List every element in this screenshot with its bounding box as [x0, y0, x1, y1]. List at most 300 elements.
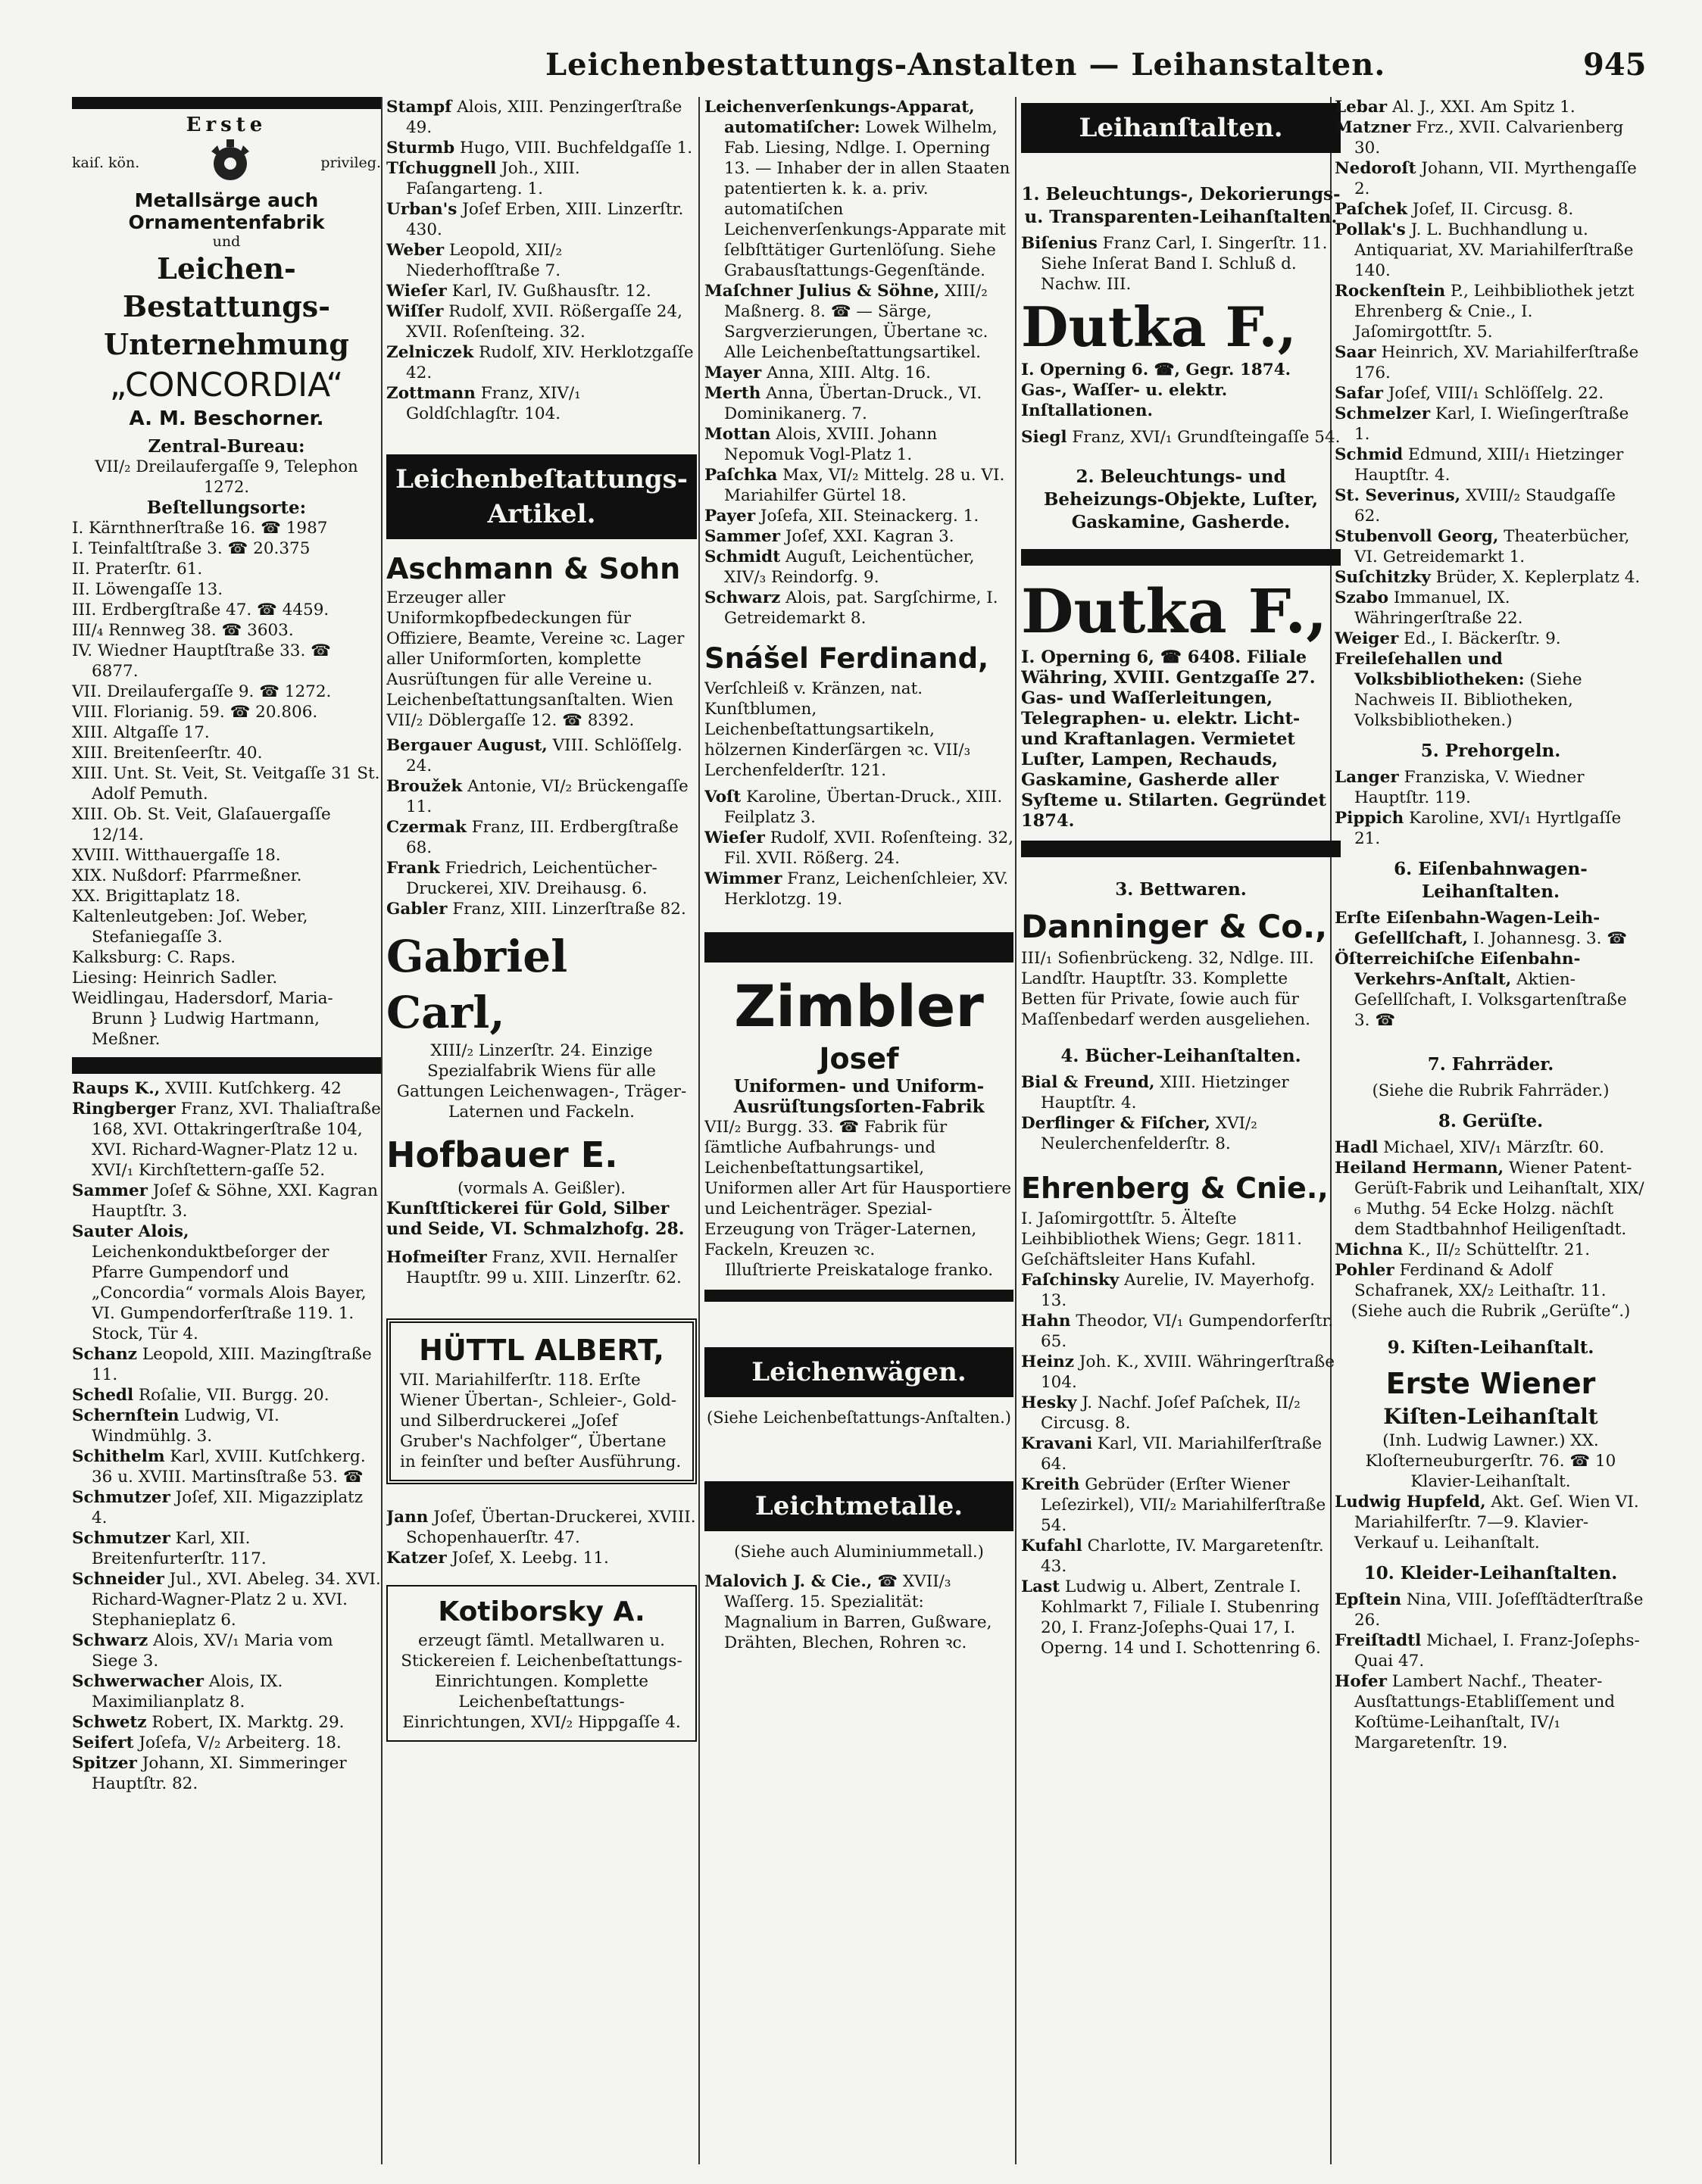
entry-text: Ludwig, VI. Windmühlg. 3.: [92, 1406, 280, 1446]
entry-text: Gebrüder (Erſter Wiener Leſezirkel), VII/₂ Mariahilferſtraße 54.: [1041, 1475, 1326, 1535]
entry-name: Safar: [1335, 384, 1383, 403]
directory-entry: [1335, 97, 1647, 117]
directory-entry: [1021, 1311, 1341, 1352]
entry-name: Derflinger & Fiſcher,: [1021, 1114, 1210, 1133]
column-1: [72, 97, 381, 2172]
directory-entry: [386, 383, 697, 424]
col2-entries-mid: [386, 735, 697, 919]
bestellungsort-item: XIII. Unt. St. Veit, St. Veitgaſſe 31 St. Adolf Pemuth.: [72, 764, 380, 803]
column-2: [386, 97, 697, 2172]
entry-name: Mottan: [704, 425, 771, 444]
bestellungsort-item: Kaltenleutgeben: Joſ. Weber, Stefaniegaſſe 3.: [72, 907, 308, 947]
zentral-bureau-title: Zentral-Bureau:: [148, 436, 305, 457]
entry-text: XVIII/₂ Staudgaſſe 62.: [1354, 486, 1616, 526]
entry-name: Wieſer: [386, 282, 447, 301]
entry-text: Rudolf, XVII. Roſenſteing. 32, Fil. XVII. Rößerg. 24.: [724, 828, 1013, 868]
note-8: (Siehe auch die Rubrik „Gerüſte“.): [1351, 1302, 1631, 1320]
entry-text: Al. J., XXI. Am Spitz 1.: [1391, 98, 1576, 117]
entry-text: Karoline, Übertan-Druck., XIII. Feilplatz 3.: [724, 788, 1003, 827]
wagen-note: (Siehe Leichenbeſtattungs-Anſtalten.): [707, 1409, 1011, 1427]
entry-name: Erſte Eiſenbahn-Wagen-Leih-Geſellſchaft,: [1335, 909, 1601, 948]
directory-entry: [1335, 1590, 1647, 1630]
entry-name: Ringberger: [72, 1100, 176, 1119]
bestellungsort-item: Liesing: Heinrich Sadler.: [72, 969, 278, 987]
entry-name: Biſenius: [1021, 234, 1098, 253]
col4-entries-1: [1021, 233, 1341, 295]
bestellungsort-item: XIII. Breitenſeerſtr. 40.: [72, 744, 263, 763]
directory-entry: [72, 1528, 381, 1569]
entry-name: Szabo: [1335, 588, 1389, 607]
directory-entry: [386, 342, 697, 383]
snasel-text: Verſchleiß v. Kränzen, nat. Kunſtblumen, Leichenbeſtattungsartikeln, hölzernen Kinderſärgen ꝛc. VII/₃ Lerchenfelderſtr. 121.: [704, 679, 971, 780]
entry-text: Jul., XVI. Abeleg. 34. XVI. Richard-Wagner-Platz 2 u. XVI. Stephanieplatz 6.: [92, 1570, 381, 1630]
entry-text: J. L. Buchhandlung u. Antiquariat, XV. Mariahilferſtraße 140.: [1354, 220, 1634, 280]
bestellungsort-item: II. Praterſtr. 61.: [72, 560, 203, 579]
entry-name: Kufahl: [1021, 1537, 1082, 1555]
banner-leichenbestattungs-artikel: Leichenbeſtattungs-Artikel.: [386, 454, 697, 539]
ad-rule: [1021, 841, 1341, 857]
directory-entry: [704, 869, 1013, 909]
entry-text: Frz., XVII. Calvarienberg 30.: [1354, 118, 1624, 158]
directory-entry: [386, 858, 697, 899]
entry-text: Joſef, XII. Migazziplatz 4.: [92, 1488, 364, 1527]
directory-entry: [704, 383, 1013, 424]
ad-rule: [704, 932, 1013, 963]
entry-name: Schwarz: [72, 1631, 148, 1650]
directory-entry: [1335, 588, 1647, 629]
col5-entries-10: [1335, 1590, 1647, 1753]
col1-entries: [72, 1078, 381, 1794]
directory-entry: [386, 199, 697, 240]
directory-entry: [1021, 233, 1341, 295]
hofmeister-entry: [386, 1247, 697, 1288]
entry-text: XIII/₂ Maßnerg. 8. ☎ — Särge, Sargverzierungen, Übertane ꝛc. Alle Leichenbeſtattungsartikel.: [724, 282, 988, 362]
entry-text: Brüder, X. Keplerplatz 4.: [1435, 568, 1641, 587]
directory-entry: [704, 526, 1013, 547]
entry-text: XVIII. Kutſchkerg. 42: [165, 1079, 342, 1098]
col5-entries-9: [1335, 1492, 1647, 1553]
directory-entry: [1335, 485, 1647, 526]
directory-entry: [1335, 629, 1647, 649]
section-7: 7. Fahrräder.: [1427, 1054, 1554, 1075]
col5-entries-top: [1335, 97, 1647, 731]
entry-name: Spitzer: [72, 1754, 137, 1773]
entry-text: Franziska, V. Wiedner Hauptſtr. 119.: [1354, 768, 1585, 807]
entry-name: Voſt: [704, 788, 742, 807]
column-3: [704, 97, 1013, 2172]
entry-text: Aurelie, IV. Mayerhofg. 13.: [1041, 1271, 1315, 1310]
ad-unternehmung-1: Leichen-Bestattungs-: [123, 251, 330, 323]
gabriel-text: XIII/₂ Linzerſtr. 24. Einzige Spezialfabrik Wiens für alle Gattungen Leichenwagen-, Träger-Laternen und Fackeln.: [396, 1041, 687, 1122]
entry-name: Langer: [1335, 768, 1399, 787]
entry-text: Edmund, XIII/₁ Hietzinger Hauptſtr. 4.: [1354, 445, 1624, 485]
directory-entry: [1335, 117, 1647, 158]
entry-text: Lambert Nachf., Theater-Ausſtattungs-Etabliſſement und Koſtüme-Leihanſtalt, IV/₁ Margaretenſtr. 19.: [1354, 1672, 1616, 1752]
ad-owner: A. M. Beschorner.: [129, 407, 324, 430]
entry-name: Wiſſer: [386, 302, 444, 321]
directory-entry: [1335, 404, 1647, 445]
directory-entry: [1335, 199, 1647, 220]
dutka-1-text: I. Operning 6. ☎, Gegr. 1874. Gas-, Waſſer- u. elektr. Inſtallationen.: [1021, 360, 1291, 420]
entry-name: Urban's: [386, 200, 458, 219]
directory-entry: [72, 1569, 381, 1630]
directory-entry: [1335, 1158, 1647, 1240]
col2-entries-top: [386, 97, 697, 424]
entry-text: Joſef, II. Circusg. 8.: [1412, 200, 1574, 219]
directory-entry: [386, 899, 697, 919]
entry-name: Freileſehallen und Volksbibliotheken:: [1335, 650, 1525, 689]
entry-text: Johann, VII. Myrthengaſſe 2.: [1354, 159, 1637, 198]
entry-text: Max, VI/₂ Mittelg. 28 u. VI. Mariahilfer Gürtel 18.: [724, 466, 1005, 505]
col5-entries-8: [1335, 1137, 1647, 1301]
kisten-title: Erste Wiener: [1385, 1367, 1596, 1400]
directory-entry: [386, 776, 697, 817]
directory-entry: [72, 1487, 381, 1528]
col4-entries-4: [1021, 1072, 1341, 1154]
kotiborsky-text: erzeugt ſämtl. Metallwaren u. Stickereien f. Leichenbeſtattungs-Einrichtungen. Komplette Leichenbeſtattungs-Einrichtungen, XVI/₂ Hippgaſſe 4.: [401, 1631, 682, 1732]
entry-name: Schwerwacher: [72, 1672, 204, 1691]
dutka-2-title: Dutka F.,: [1021, 576, 1328, 647]
directory-entry: [1021, 1072, 1341, 1113]
entry-text: Theodor, VI/₁ Gumpendorferſtr. 65.: [1041, 1312, 1334, 1351]
entry-name: Suſchitzky: [1335, 568, 1431, 587]
danninger-text: III/₁ Sofienbrückeng. 32, Ndlge. III. Landſtr. Hauptſtr. 33. Komplette Betten für Private, ſowie auch für Maſſenbedarf werden ausgeliehen.: [1021, 949, 1314, 1029]
column-rule: [698, 97, 700, 2164]
leicht-note: (Siehe auch Aluminiummetall.): [734, 1543, 984, 1561]
column-rule: [1015, 97, 1017, 2164]
zimbler-first: Josef: [819, 1042, 899, 1075]
entry-text: Charlotte, IV. Margaretenſtr. 43.: [1041, 1537, 1324, 1576]
directory-entry: [1335, 649, 1647, 731]
entry-name: Schmutzer: [72, 1529, 170, 1548]
privileg-left: kaiſ. kön.: [72, 154, 140, 171]
bestellungsort-item: III. Erdbergſtraße 47. ☎ 4459.: [72, 601, 329, 619]
aschmann-title: Aschmann & Sohn: [386, 552, 681, 585]
col4-entries-4b: [1021, 1270, 1341, 1658]
entry-name: Schmutzer: [72, 1488, 170, 1507]
entry-name: Kreith: [1021, 1475, 1080, 1494]
entry-name: Katzer: [386, 1549, 447, 1568]
bestellungsort-item: XX. Brigittaplatz 18.: [72, 887, 241, 906]
zimbler-text-1: Uniformen- und Uniform-Ausrüſtungsſorten-Fabrik: [733, 1076, 985, 1117]
entry-text: Franz, XIII. Linzerſtraße 82.: [452, 900, 686, 919]
directory-entry: [1335, 567, 1647, 588]
bestellungsort-item: I. Teinfaltſtraße 3. ☎ 20.375: [72, 539, 311, 558]
bestellungsorte-list: [72, 518, 381, 1050]
section-2: 2. Beleuchtungs- und Beheizungs-Objekte, Luſter, Gaskamine, Gasherde.: [1043, 466, 1319, 532]
entry-text: Karl, IV. Gußhausſtr. 12.: [451, 282, 651, 301]
directory-entry: [386, 158, 697, 199]
entry-name: Bergauer August,: [386, 736, 548, 755]
directory-entry: [1335, 281, 1647, 342]
hofbauer-sub: (vormals A. Geißler).: [458, 1179, 626, 1197]
directory-entry: [704, 787, 1013, 828]
entry-text: Akt. Geſ. Wien VI. Mariahilferſtr. 7—9. Klavier-Verkauf u. Leihanſtalt.: [1354, 1493, 1639, 1552]
entry-text: VIII. Schlöſſelg. 24.: [406, 736, 682, 775]
gabriel-title: Gabriel Carl,: [386, 931, 568, 1038]
entry-text: XVI/₂ Neulerchenfelderſtr. 8.: [1041, 1114, 1257, 1153]
col5-entries-5: [1335, 767, 1647, 849]
bestellungsort-item: III/₄ Rennweg 38. ☎ 3603.: [72, 621, 294, 640]
entry-name: Schanz: [72, 1345, 138, 1364]
ad-rule: [704, 1290, 1013, 1302]
entry-text: K., II/₂ Schüttelſtr. 21.: [1408, 1240, 1591, 1259]
entry-text: Karl, XII. Breitenfurterſtr. 117.: [92, 1529, 267, 1568]
entry-name: Wieſer: [704, 828, 765, 847]
entry-name: Wimmer: [704, 869, 782, 888]
entry-text: Hugo, VIII. Buchfeldgaſſe 1.: [460, 139, 693, 158]
entry-text: Joh., XIII. Faſangarteng. 1.: [406, 159, 580, 198]
entry-text: Leichenkonduktbeſorger der Pfarre Gumpendorf und „Concordia“ vormals Alois Bayer, VI. Gumpendorferſtraße 119. 1. Stock, Tür 4.: [92, 1243, 367, 1343]
entry-text: Joſefa, V/₂ Arbeiterg. 18.: [139, 1733, 342, 1752]
entry-text: Joh. K., XVIII. Währingerſtraße 104.: [1041, 1353, 1335, 1392]
entry-text: Ludwig u. Albert, Zentrale I. Kohlmarkt 7, Filiale I. Stubenring 20, I. Franz-Joſephs-Quai 17, I. Operng. 14 und I. Schottenring 6.: [1041, 1577, 1321, 1658]
entry-text: Franz, III. Erdbergſtraße 68.: [406, 818, 679, 857]
directory-entry: [704, 506, 1013, 526]
section-10: 10. Kleider-Leihanſtalten.: [1363, 1563, 1618, 1583]
entry-text: Joſef, VIII/₁ Schlöſſelg. 22.: [1388, 384, 1604, 403]
entry-name: Zottmann: [386, 384, 476, 403]
entry-name: Rockenſtein: [1335, 282, 1446, 301]
entry-text: Rudolf, XIV. Herklotzgaſſe 42.: [406, 343, 694, 382]
entry-name: Öſterreichiſche Eiſenbahn-Verkehrs-Anſtalt,: [1335, 950, 1581, 989]
entry-name: Gabler: [386, 900, 448, 919]
directory-entry: [386, 97, 697, 138]
entry-text: Alois, XIII. Penzingerſtraße 49.: [406, 98, 682, 137]
entry-name: Kravani: [1021, 1434, 1093, 1453]
danninger-title: Danninger & Co.,: [1021, 908, 1328, 945]
ad-rule: [72, 1057, 381, 1074]
bestellungsort-item: VIII. Florianig. 59. ☎ 20.806.: [72, 703, 318, 722]
entry-text: Nina, VIII. Joſefſtädterſtraße 26.: [1354, 1590, 1644, 1630]
entry-name: Sammer: [72, 1181, 148, 1200]
hofbauer-title: Hofbauer E.: [386, 1134, 618, 1175]
directory-entry: [1021, 1536, 1341, 1577]
entry-text: Anna, XIII. Altg. 16.: [767, 363, 931, 382]
entry-text: Anna, Übertan-Druck., VI. Dominikanerg. 7.: [724, 384, 982, 423]
directory-entry: [704, 363, 1013, 383]
entry-name: Ludwig Hupfeld,: [1335, 1493, 1486, 1512]
directory-entry: [1335, 1260, 1647, 1301]
entry-text: Franz, XVI/₁ Grundſteingaſſe 54.: [1072, 428, 1341, 447]
entry-name: Pippich: [1335, 809, 1404, 828]
entry-text: XIII. Hietzinger Hauptſtr. 4.: [1041, 1073, 1289, 1112]
entry-text: Joſef & Söhne, XXI. Kagran Hauptſtr. 3.: [92, 1181, 378, 1221]
section-3: 3. Bettwaren.: [1115, 879, 1247, 900]
bestellungsort-item: XVIII. Witthauergaſſe 18.: [72, 846, 281, 865]
entry-name: Schmid: [1335, 445, 1404, 464]
entry-name: Schernſtein: [72, 1406, 180, 1425]
directory-entry: [704, 281, 1013, 363]
directory-entry: [1335, 1137, 1647, 1158]
entry-text: Joſefa, XII. Steinackerg. 1.: [760, 507, 979, 526]
entry-name: Hadl: [1335, 1138, 1379, 1157]
page-header: [0, 47, 1702, 92]
directory-entry: [1021, 1352, 1341, 1393]
entry-text: Theaterbücher, VI. Getreidemarkt 1.: [1354, 527, 1630, 566]
entry-text: Karoline, XVI/₁ Hyrtlgaſſe 21.: [1354, 809, 1622, 848]
directory-entry: [386, 735, 697, 776]
entry-name: Hahn: [1021, 1312, 1071, 1331]
directory-entry: [72, 1446, 381, 1487]
directory-entry: [1335, 908, 1647, 949]
bestellungsort-item: IV. Wiedner Hauptſtraße 33. ☎ 6877.: [72, 641, 331, 681]
entry-text: Antonie, VI/₂ Brückengaſſe 11.: [406, 777, 689, 816]
ad-fabrik: Metallsärge auch Ornamentenfabrik: [128, 189, 325, 233]
note-7: (Siehe die Rubrik Fahrräder.): [1372, 1081, 1610, 1100]
entry-name: Sauter Alois,: [72, 1222, 189, 1241]
ad-erste: Erste: [186, 114, 267, 136]
directory-entry: [72, 1181, 381, 1221]
entry-text: Franz, XVI. Thaliaſtraße 168, XVI. Ottakringerſtraße 104, XVI. Richard-Wagner-Platz 12 u. XVI/₁ Kirchſtettern-gaſſe 52.: [92, 1100, 381, 1180]
bestellungsort-item: Weidlingau, Hadersdorf, Maria-Brunn } Ludwig Hartmann, Meßner.: [72, 989, 333, 1049]
directory-entry: [386, 1507, 697, 1548]
section-6: 6. Eiſenbahnwagen-Leihanſtalten.: [1394, 859, 1588, 902]
entry-name: Malovich J. & Cie.,: [704, 1572, 873, 1591]
entry-text: Joſef, XXI. Kagran 3.: [785, 527, 954, 546]
entry-name: Merth: [704, 384, 761, 403]
double-eagle-icon: [204, 136, 257, 189]
dutka-1-title: Dutka F.,: [1021, 295, 1297, 359]
entry-text: Aktien-Geſellſchaft, I. Volksgartenſtraße 3. ☎: [1354, 970, 1627, 1030]
bestellungsort-item: XIII. Altgaſſe 17.: [72, 723, 210, 742]
ehrenberg-text: I. Jaſomirgottſtr. 5. Älteſte Leihbibliothek Wiens; Gegr. 1811. Geſchäftsleiter Hans Kufahl.: [1021, 1209, 1302, 1269]
entry-text: Alois, IX. Maximilianplatz 8.: [92, 1672, 283, 1711]
directory-entry: [386, 240, 697, 281]
directory-entry: [1021, 1393, 1341, 1434]
directory-entry: [1335, 158, 1647, 199]
huettl-ad: [386, 1318, 697, 1484]
directory-entry: [386, 138, 697, 158]
entry-text: Alois, XV/₁ Maria vom Siege 3.: [92, 1631, 333, 1671]
entry-name: Schmidt: [704, 548, 781, 566]
entry-text: Heinrich, XV. Mariahilferſtraße 176.: [1354, 343, 1639, 382]
ad-rule: [72, 97, 381, 109]
directory-entry: [72, 1753, 381, 1794]
directory-entry: [72, 1712, 381, 1733]
entry-text: Friedrich, Leichentücher-Druckerei, XIV. Dreihausg. 6.: [406, 859, 657, 898]
entry-text: Franz, Leichenſchleier, XV. Herklotzg. 19.: [724, 869, 1009, 909]
section-4: 4. Bücher-Leihanſtalten.: [1060, 1046, 1301, 1066]
entry-name: Weiger: [1335, 629, 1399, 648]
bestellungsort-item: Kalksburg: C. Raps.: [72, 948, 236, 967]
entry-name: Schwarz: [704, 588, 781, 607]
entry-name: Tſchuggnell: [386, 159, 497, 178]
entry-name: Czermak: [386, 818, 467, 837]
entry-name: Epſtein: [1335, 1590, 1402, 1609]
entry-text: Lowek Wilhelm, Fab. Liesing, Ndlge. I. Operning 13. — Inhaber der in allen Staaten patentierten k. k. a. priv. automatiſchen Leichenverſenkungs-Apparate mit ſelbſttätiger Gurtenlöſung. Siehe Grabausſtattungs-Gegenſtände.: [724, 118, 1010, 280]
entry-name: Schwetz: [72, 1713, 147, 1732]
col3-entries-mid: [704, 787, 1013, 909]
entry-name: Sammer: [704, 527, 780, 546]
entry-name: Matzner: [1335, 118, 1411, 137]
entry-text: Alois, XVIII. Johann Nepomuk Vogl-Platz 1.: [724, 425, 938, 464]
entry-text: Leopold, XII/₂ Niederhofſtraße 7.: [406, 241, 563, 280]
entry-text: Michael, I. Franz-Joſephs-Quai 47.: [1354, 1631, 1640, 1671]
entry-name: Hesky: [1021, 1393, 1077, 1412]
directory-entry: [1335, 1240, 1647, 1260]
entry-text: P., Leihbibliothek jetzt Ehrenberg & Cnie., I. Jaſomirgottſtr. 5.: [1354, 282, 1635, 342]
entry-text: (Siehe Nachweis II. Bibliotheken, Volksbibliotheken.): [1354, 670, 1582, 730]
kisten-sub: Kiſten-Leihanſtalt: [1383, 1404, 1598, 1429]
directory-entry: [1335, 1671, 1647, 1753]
bestellungsort-item: I. Kärnthnerſtraße 16. ☎ 1987: [72, 519, 328, 538]
running-title: Leichenbestattungs-Anstalten — Leihanstalten.: [545, 47, 1386, 83]
entry-text: I. Johannesg. 3. ☎: [1472, 929, 1628, 948]
entry-text: Joſef, X. Leebg. 11.: [451, 1549, 609, 1568]
col3-entries-top: [704, 97, 1013, 629]
huettl-title: HÜTTL ALBERT,: [419, 1334, 664, 1367]
directory-entry: [1335, 526, 1647, 567]
directory-entry: [1021, 427, 1341, 448]
directory-entry: [1021, 1474, 1341, 1536]
col2-entries-bottom: [386, 1507, 697, 1568]
entry-text: Rudolf, XVII. Rößergaſſe 24, XVII. Roſenſteing. 32.: [406, 302, 683, 342]
section-5: 5. Prehorgeln.: [1420, 741, 1561, 761]
entry-text: ☎ XVII/₃ Waſſerg. 15. Spezialität: Magnalium in Barren, Gußware, Drähten, Blechen, Rohren ꝛc.: [724, 1572, 992, 1652]
directory-entry: [386, 281, 697, 301]
section-1: 1. Beleuchtungs-, Dekorierungs- u. Transparenten-Leihanſtalten.: [1021, 184, 1341, 227]
ad-unternehmung-2: Unternehmung: [104, 327, 349, 361]
privileg-right: privileg.: [320, 154, 381, 171]
banner-leichtmetalle: Leichtmetalle.: [704, 1481, 1013, 1531]
entry-name: Weber: [386, 241, 445, 260]
section-8: 8. Gerüſte.: [1438, 1111, 1544, 1131]
directory-entry: [72, 1385, 381, 1406]
entry-name: St. Severinus,: [1335, 486, 1461, 505]
entry-name: Broužek: [386, 777, 463, 796]
section-9: 9. Kiſten-Leihanſtalt.: [1387, 1337, 1594, 1358]
entry-text: Michael, XIV/₁ Märzſtr. 60.: [1383, 1138, 1604, 1157]
zimbler-title: Zimbler: [734, 972, 984, 1040]
entry-name: Zelniczek: [386, 343, 474, 362]
entry-name: Payer: [704, 507, 756, 526]
entry-name: Nedoroſt: [1335, 159, 1416, 178]
entry-text: Ferdinand & Adolf Schafranek, XX/₂ Leithaſtr. 11.: [1354, 1261, 1607, 1300]
kisten-text: (Inh. Ludwig Lawner.) XX. Kloſterneuburgerſtr. 76. ☎ 10 Klavier-Leihanſtalt.: [1365, 1431, 1616, 1491]
ehrenberg-title: Ehrenberg & Cnie.,: [1021, 1172, 1329, 1205]
malovich-entry: [704, 1571, 1013, 1653]
entry-text: Karl, XVIII. Kutſchkerg. 36 u. XVIII. Martinsſtraße 53. ☎: [92, 1447, 366, 1487]
directory-entry: [72, 1344, 381, 1385]
huettl-text: VII. Mariahilferſtr. 118. Erſte Wiener Übertan-, Schleier-, Gold- und Silberdruckerei „Joſef Gruber's Nachfolger“, Übertane in feinſter und beſter Ausführung.: [400, 1371, 682, 1471]
concordia-ad: [72, 97, 381, 1074]
entry-name: Bial & Freund,: [1021, 1073, 1155, 1092]
bestellungsort-item: XIX. Nußdorf: Pfarrmeßner.: [72, 866, 302, 885]
entry-name: Leichenverſenkungs-Apparat, automatiſcher:: [704, 98, 975, 137]
directory-entry: [1335, 220, 1647, 281]
ad-concordia: „CONCORDIA“: [109, 366, 344, 404]
entry-text: Ed., I. Bäckerſtr. 9.: [1404, 629, 1561, 648]
entry-name: Frank: [386, 859, 440, 878]
entry-name: Pollak's: [1335, 220, 1406, 239]
col5-entries-6: [1335, 908, 1647, 1031]
kotiborsky-ad: [386, 1585, 697, 1742]
directory-entry: [1335, 1492, 1647, 1553]
hofbauer-text: Kunſtſtickerei für Gold, Silber und Seide, VI. Schmalzhofg. 28.: [386, 1199, 685, 1239]
banner-leichenwagen: Leichenwägen.: [704, 1347, 1013, 1397]
directory-entry: [1335, 949, 1647, 1031]
zimbler-text-3: Illuſtrierte Preiskataloge franko.: [724, 1261, 994, 1280]
directory-entry: [704, 97, 1013, 281]
entry-name: Freiſtadtl: [1335, 1631, 1422, 1650]
privileg-row: [72, 136, 381, 189]
entry-text: Franz, XVII. Hernalſer Hauptſtr. 99 u. XIII. Linzerſtr. 62.: [406, 1248, 682, 1287]
zimbler-text-2: VII/₂ Burgg. 33. ☎ Fabrik für ſämtliche Aufbahrungs- und Leichenbeſtattungsartikel, Uniformen aller Art für Hausportiere und Leichenträger. Spezial-Erzeugung von Träger-Laternen, Fackeln, Kreuzen ꝛc.: [704, 1118, 1012, 1259]
entry-name: Seifert: [72, 1733, 134, 1752]
column-5: [1335, 97, 1647, 2172]
directory-entry: [386, 301, 697, 342]
